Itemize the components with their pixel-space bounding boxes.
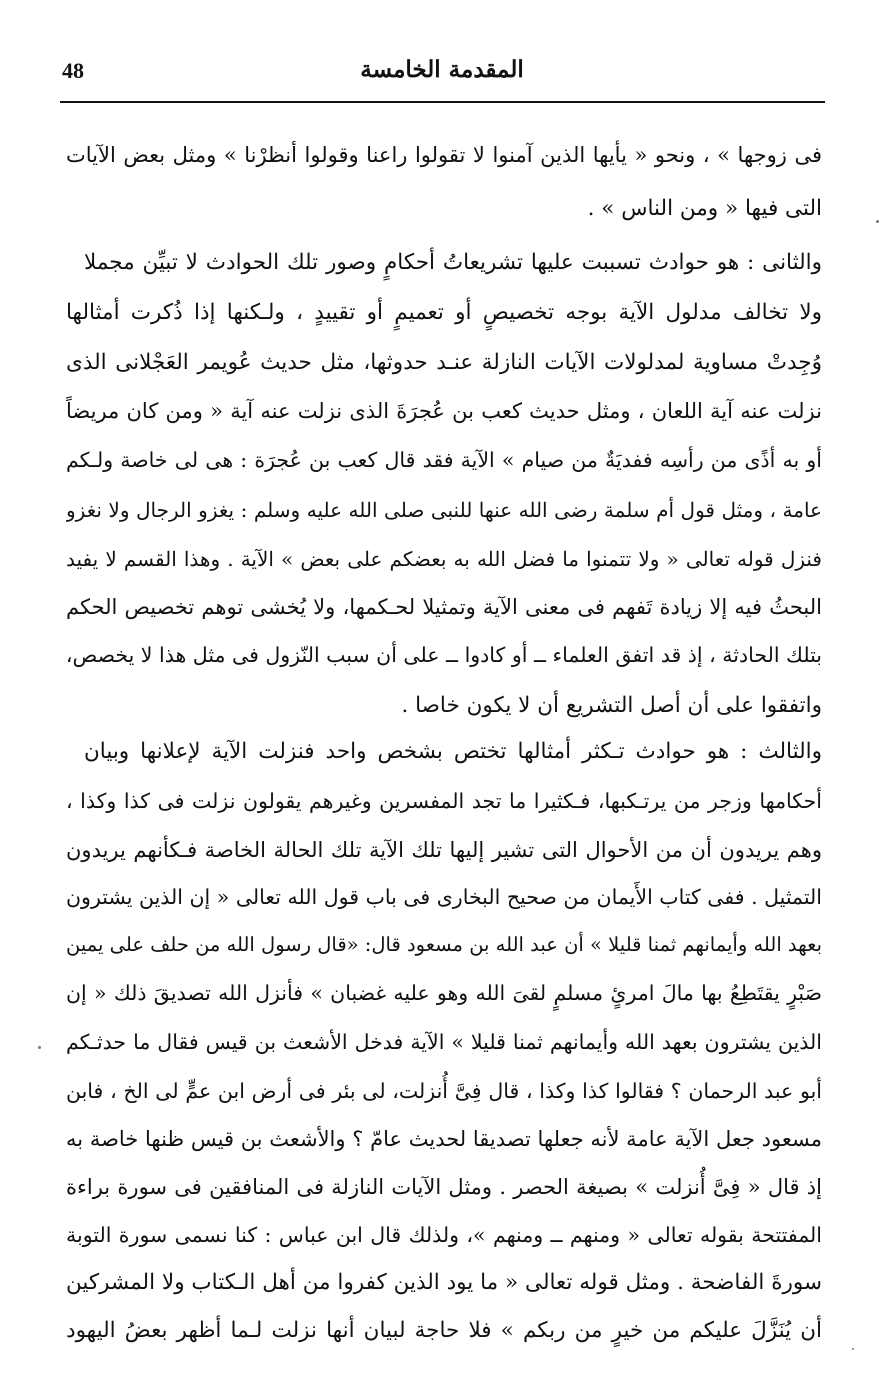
scan-speck [38, 1046, 41, 1049]
text-line: والثالث : هو حوادث تـكثر أمثالها تختص بشخص واحد فنزلت الآية لإعلانها وبيان [84, 739, 822, 764]
text-line: وُجِدتْ مساوية لمدلولات الآيات النازلة عنـد حدوثها، مثل حديث عُويمر العَجْلانى الذى [66, 350, 822, 375]
text-line: الذين يشترون بعهد الله وأيمانهم ثمنا قليلا » الآية فدخل الأشعث بن قيس فقال ما حدثـكم [66, 1030, 822, 1054]
running-head: المقدمة الخامسة [360, 56, 524, 83]
text-line: فى زوجها » ، ونحو « يأيها الذين آمنوا لا تقولوا راعنا وقولوا أنظرْنا » ومثل بعض الآيات [66, 143, 822, 167]
scan-speck [876, 220, 879, 223]
page-header [62, 52, 822, 96]
scan-speck [852, 1348, 854, 1350]
text-line: أو به أذًى من رأسِه ففديَةٌ من صيام » الآية فقد قال كعب بن عُجرَة : هى لى خاصة ولـكم [66, 448, 822, 472]
page-number: 48 [62, 58, 84, 83]
text-line: التمثيل . ففى كتاب الأَيمان من صحيح البخارى فى باب قول الله تعالى « إن الذين يشترون [66, 885, 822, 909]
text-line: المفتتحة بقوله تعالى « ومنهم ــ ومنهم »، ولذلك قال ابن عباس : كنا نسمى سورة التوبة [66, 1223, 822, 1247]
text-line: ولا تخالف مدلول الآية بوجه تخصيصٍ أو تعميمٍ أو تقييدٍ ، ولـكنها إذا ذُكرت أمثالها [66, 300, 822, 325]
text-line: فنزل قوله تعالى « ولا تتمنوا ما فضل الله به بعضكم على بعض » الآية . وهذا القسم لا يفيد [66, 547, 822, 571]
text-line: التى فيها « ومن الناس » . [587, 196, 822, 221]
text-line: نزلت عنه آية اللعان ، ومثل حديث كعب بن عُجرَةَ الذى نزلت عنه آية « ومن كان مريضاً [66, 399, 822, 423]
text-line: أبو عبد الرحمان ؟ فقالوا كذا وكذا ، قال فِىَّ أُنزلت، لى بئر فى أرض ابن عمٍّ لى الخ ، فابن [66, 1079, 822, 1103]
text-line: إذ قال « فِىَّ أُنزلت » بصيغة الحصر . ومثل الآيات النازلة فى المنافقين فى سورة براءة [66, 1175, 822, 1199]
text-line: بعهد الله وأيمانهم ثمنا قليلا » أن عبد الله بن مسعود قال: «قال رسول الله من حلف على يمين [66, 933, 822, 956]
text-line: والثانى : هو حوادث تسببت عليها تشريعاتُ أحكامٍ وصور تلك الحوادث لا تبيِّن مجملا [84, 250, 822, 275]
header-rule [60, 101, 825, 103]
text-line: عامة ، ومثل قول أم سلمة رضى الله عنها للنبى صلى الله عليه وسلم : يغزو الرجال ولا نغزو [66, 498, 822, 522]
text-line: سورةَ الفاضحة . ومثل قوله تعالى « ما يود الذين كفروا من أهل الـكتاب ولا المشركين [66, 1270, 822, 1295]
text-line: واتفقوا على أن أصل التشريع أن لا يكون خاصا . [401, 693, 822, 718]
text-line: البحثُ فيه إلا زيادة تَفهم فى معنى الآية وتمثيلا لحـكمها، ولا يُخشى توهم تخصيص الحكم [66, 595, 822, 619]
text-line: مسعود جعل الآية عامة لأنه جعلها تصديقا لحديث عامّ ؟ والأشعث بن قيس ظنها خاصة به [66, 1127, 822, 1151]
text-line: أن يُنَزَّلَ عليكم من خيرٍ من ربكم » فلا حاجة لبيان أنها نزلت لـما أظهر بعضُ اليهود [66, 1318, 822, 1343]
text-line: صَبْرٍ يقتَطِعُ بها مالَ امرئٍ مسلمٍ لقىَ الله وهو عليه غضبان » فأنزل الله تصديقَ ذلك « إن [66, 981, 822, 1005]
text-line: أحكامها وزجر من يرتـكبها، فـكثيرا ما تجد المفسرين وغيرهم يقولون نزلت فى كذا وكذا ، [66, 789, 822, 813]
text-line: بتلك الحادثة ، إذ قد اتفق العلماء ــ أو كادوا ــ على أن سبب النّزول فى مثل هذا لا يخصص، [66, 643, 822, 667]
text-line: وهم يريدون أن من الأحوال التى تشير إليها تلك الآية تلك الحالة الخاصة فـكأنهم يريدون [66, 838, 822, 862]
